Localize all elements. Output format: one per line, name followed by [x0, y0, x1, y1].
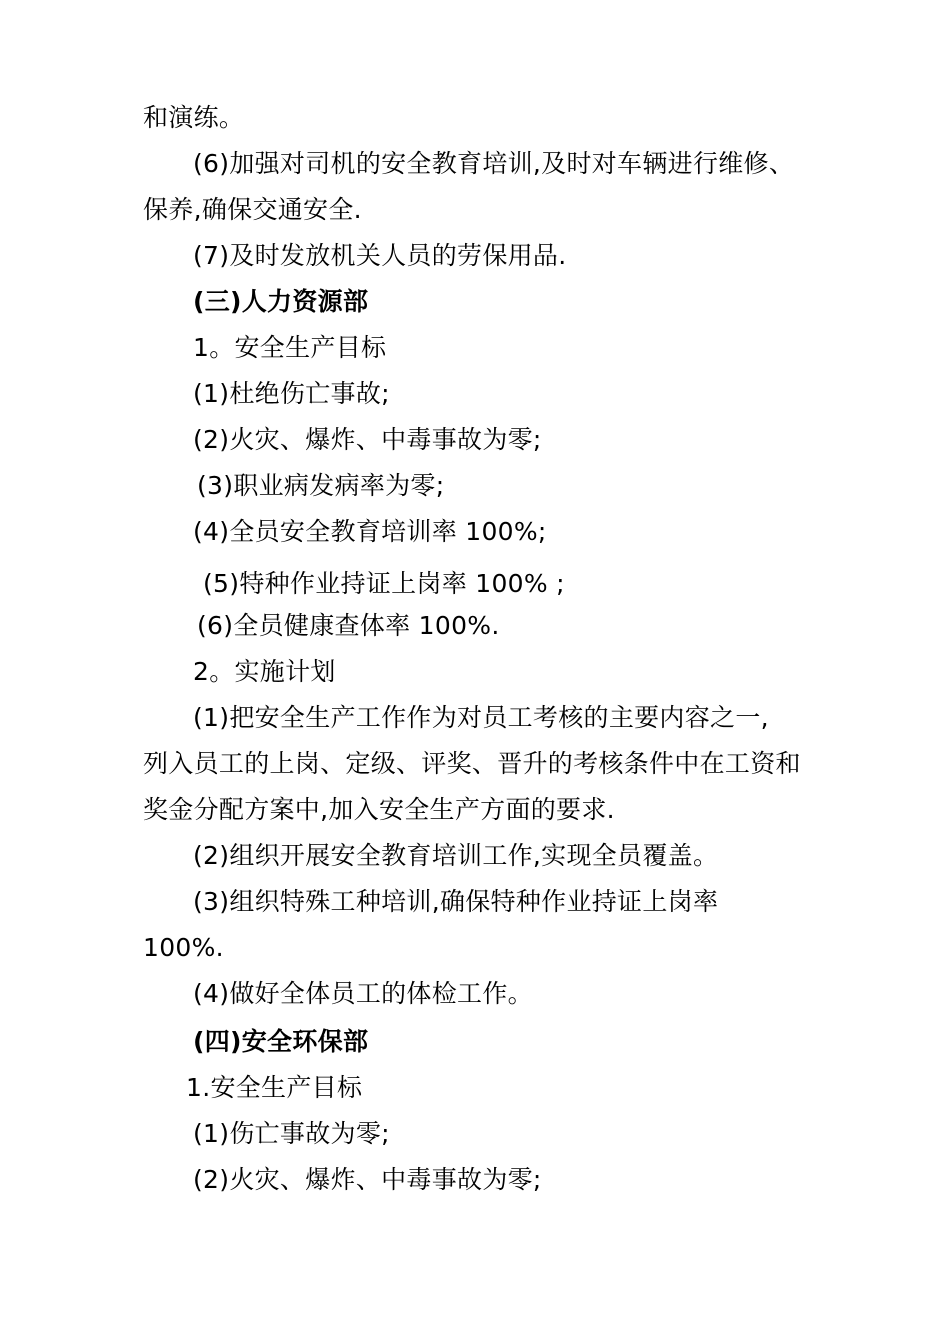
text-line: 和演练。 [143, 103, 245, 132]
text-line: (1)伤亡事故为零; [193, 1119, 390, 1148]
text-line: (2)组织开展安全教育培训工作,实现全员覆盖。 [193, 841, 719, 870]
text-line: 1。安全生产目标 [193, 333, 387, 362]
text-line: (3)组织特殊工种培训,确保特种作业持证上岗率 [193, 887, 719, 916]
text-line: 奖金分配方案中,加入安全生产方面的要求. [143, 795, 615, 824]
text-line: (5)特种作业持证上岗率 100% ; [203, 569, 565, 598]
text-line: (2)火灾、爆炸、中毒事故为零; [193, 1165, 542, 1194]
text-line: 保养,确保交通安全. [143, 195, 362, 224]
text-line: 1.安全生产目标 [186, 1073, 363, 1102]
section-heading: (四)安全环保部 [193, 1027, 369, 1056]
text-line: (3)职业病发病率为零; [197, 471, 445, 500]
text-line: (6)加强对司机的安全教育培训,及时对车辆进行维修、 [193, 149, 795, 178]
text-line: (1)把安全生产工作作为对员工考核的主要内容之一, [193, 703, 769, 732]
text-line: (1)杜绝伤亡事故; [193, 379, 390, 408]
text-line: (4)全员安全教育培训率 100%; [193, 517, 547, 546]
text-line: (7)及时发放机关人员的劳保用品. [193, 241, 567, 270]
text-line: (6)全员健康查体率 100%. [197, 611, 500, 640]
section-heading: (三)人力资源部 [193, 287, 369, 316]
text-line: 100%. [143, 933, 224, 962]
text-line: 2。实施计划 [193, 657, 336, 686]
text-line: (2)火灾、爆炸、中毒事故为零; [193, 425, 542, 454]
text-line: (4)做好全体员工的体检工作。 [193, 979, 533, 1008]
text-line: 列入员工的上岗、定级、评奖、晋升的考核条件中在工资和 [143, 749, 801, 778]
